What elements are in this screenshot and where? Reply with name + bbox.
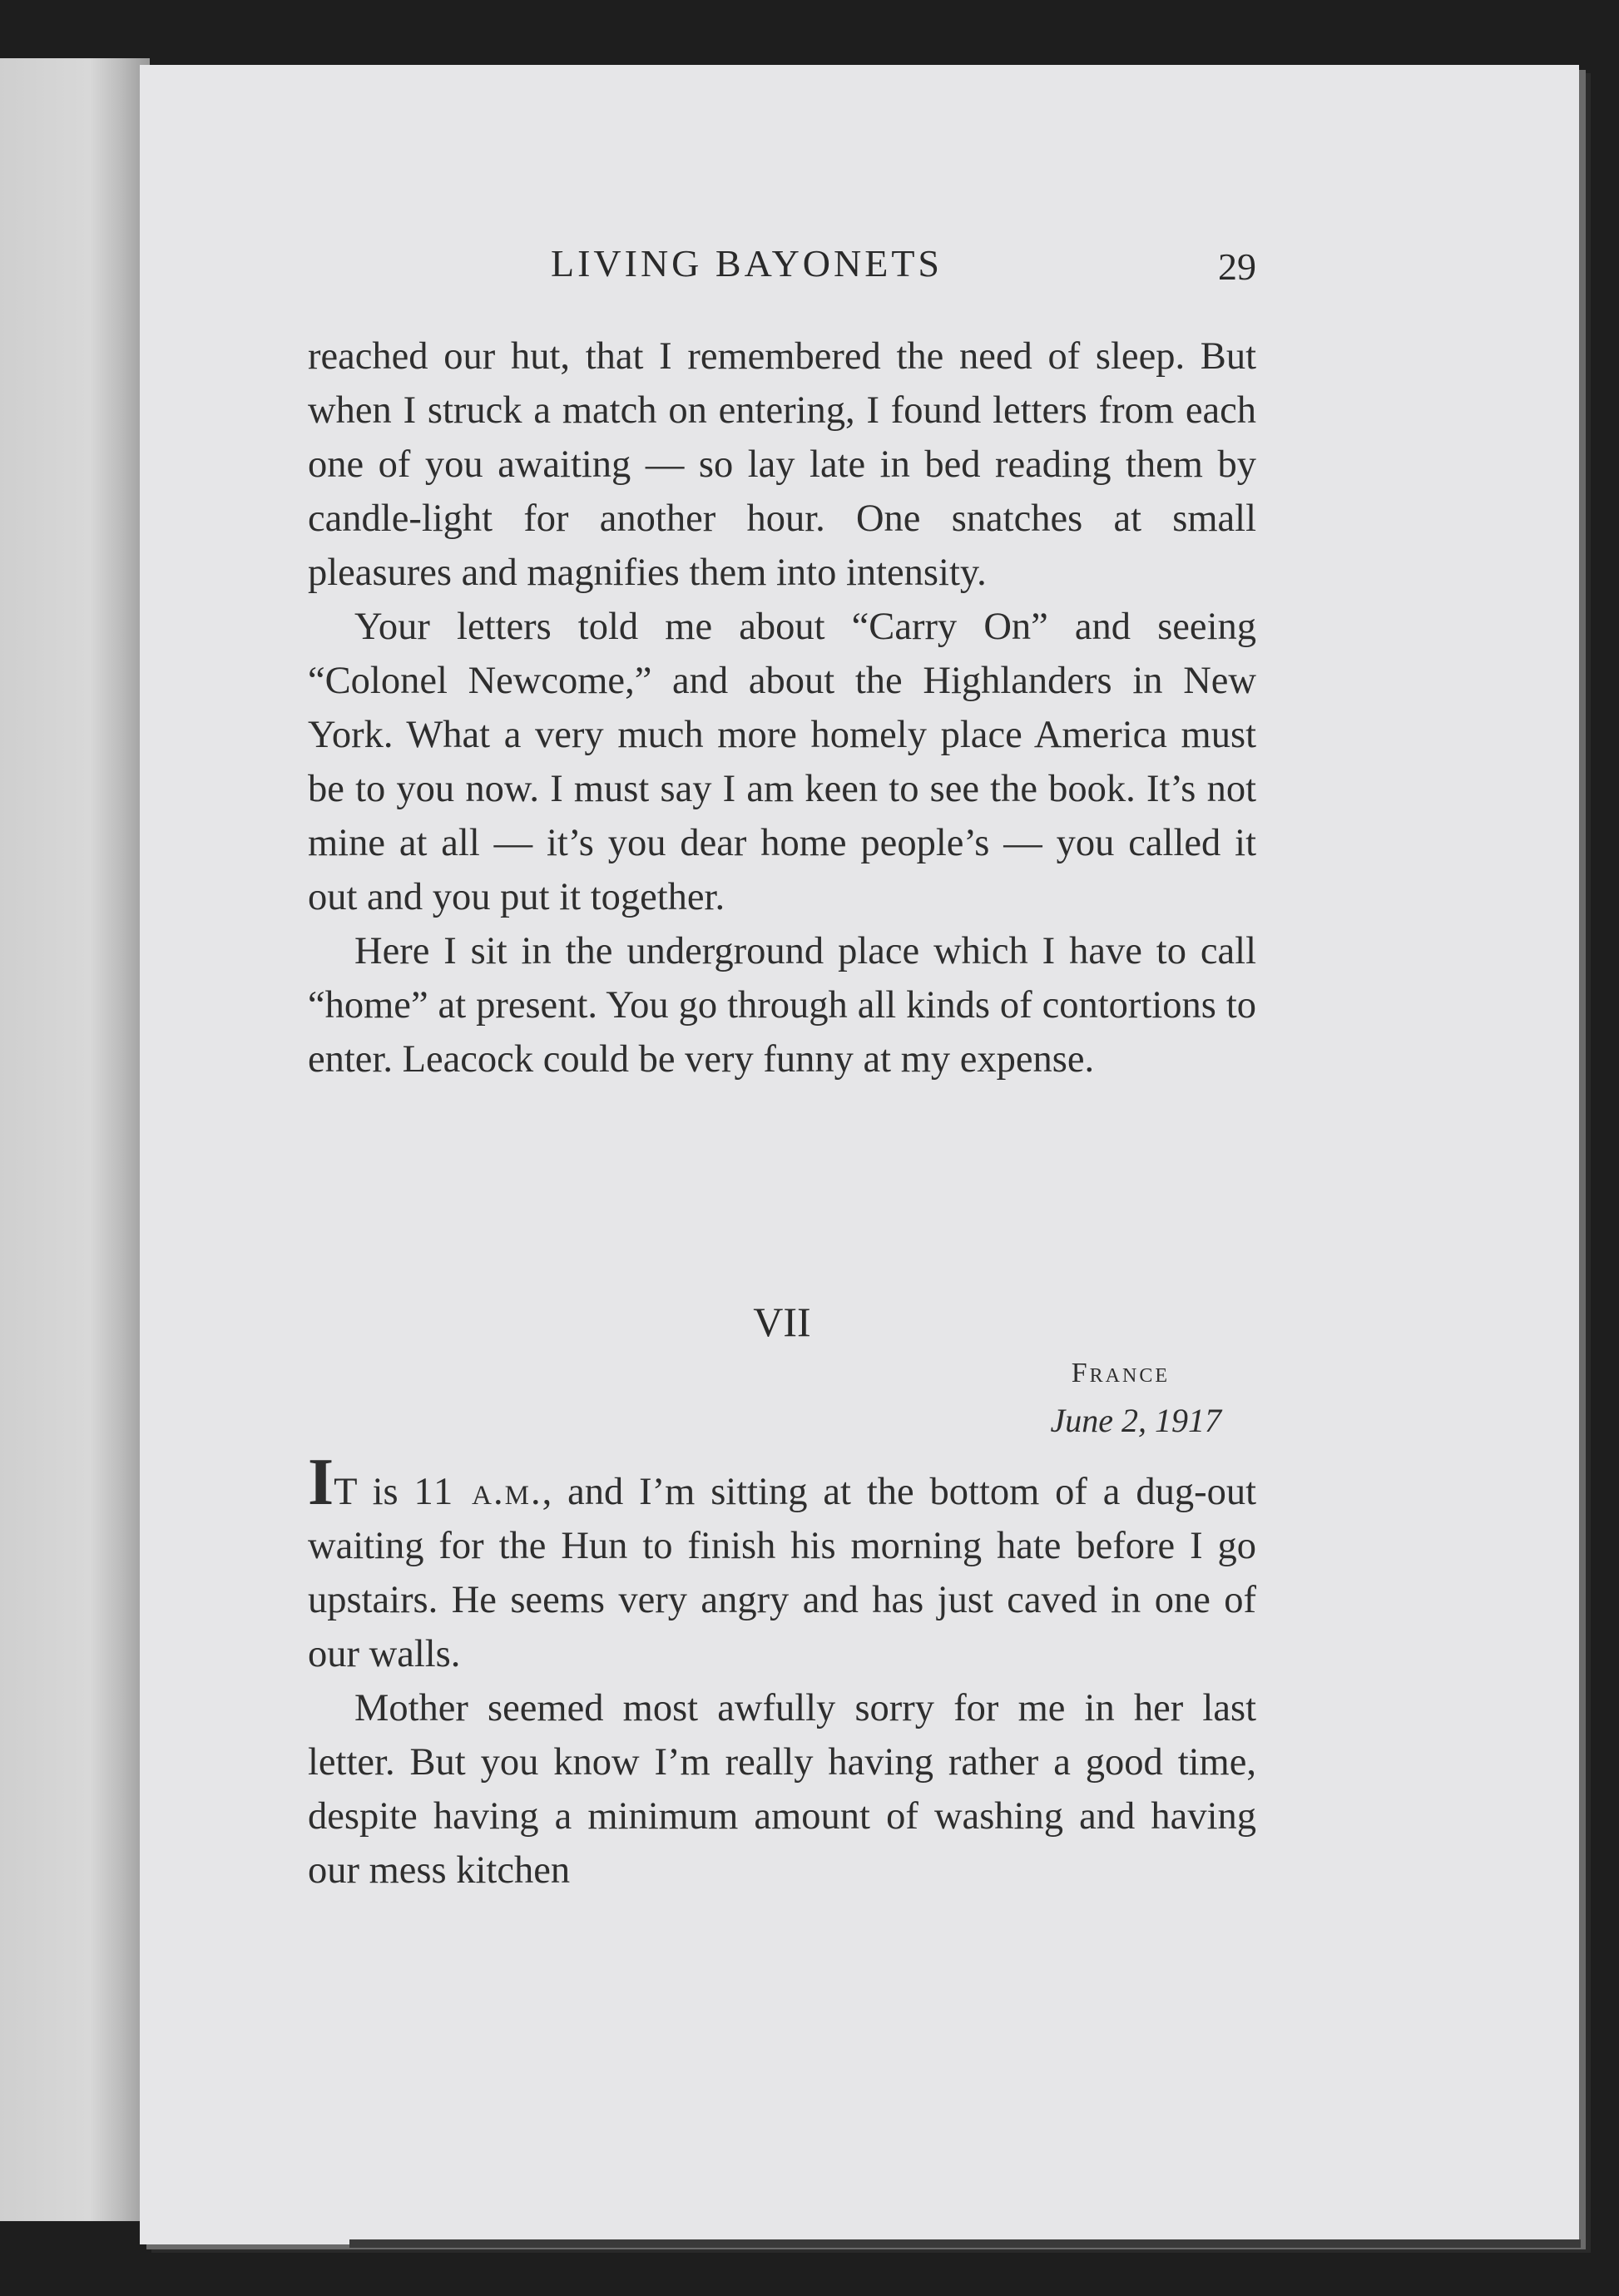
paragraph-underground: Here I sit in the underground place which I have to call “home” at present. You go through all kinds of contortions to enter. Leacock could be very funny at my expense. bbox=[308, 930, 1256, 1081]
paragraph-letters: Your letters told me about “Carry On” and seeing “Colonel Newcome,” and about the Highlanders in New York. What a very much more homely place America must be to you now. I must say I am keen to see the book. It’s not mine at all — it’s you dear home people’s — you called it out and you put it together. bbox=[308, 606, 1256, 918]
dateline-date: June 2, 1917 bbox=[1050, 1402, 1221, 1439]
lead-text: T is bbox=[334, 1471, 414, 1513]
paragraph-mother: Mother seemed most awfully sorry for me in her last letter. But you know I’m really having rather a good time, despite having a minimum amount of washing and having our mess kitchen bbox=[308, 1687, 1256, 1892]
book-spine-shadow bbox=[0, 58, 150, 2221]
text-block-bottom bbox=[308, 1446, 1256, 1898]
running-title: LIVING BAYONETS bbox=[551, 242, 943, 285]
page-bottom-edge bbox=[349, 2239, 1581, 2248]
paragraph-dugout-rest: , and I’m sitting at the bottom of a dug-out waiting for the Hun to finish his morning hate before I go upstairs. He seems very angry and has just caved in one of our walls. bbox=[308, 1471, 1256, 1675]
page-number: 29 bbox=[1218, 245, 1256, 288]
drop-cap: I bbox=[308, 1446, 334, 1519]
paragraph-continued: reached our hut, that I remembered the need of sleep. But when I struck a match on entering, I found letters from each one of you awaiting — so lay late in bed reading them by candle-light for another hour. One snatches at small pleasures and magnifies them into intensity. bbox=[308, 335, 1256, 594]
page-header bbox=[308, 241, 1256, 299]
time-text: 11 a.m. bbox=[413, 1471, 542, 1513]
page-edge bbox=[1577, 73, 1589, 2236]
text-block-top bbox=[308, 329, 1256, 1086]
section-heading: VII bbox=[753, 1299, 811, 1345]
paragraph-dugout bbox=[308, 1446, 1256, 1681]
dateline-place: France bbox=[1071, 1358, 1170, 1388]
